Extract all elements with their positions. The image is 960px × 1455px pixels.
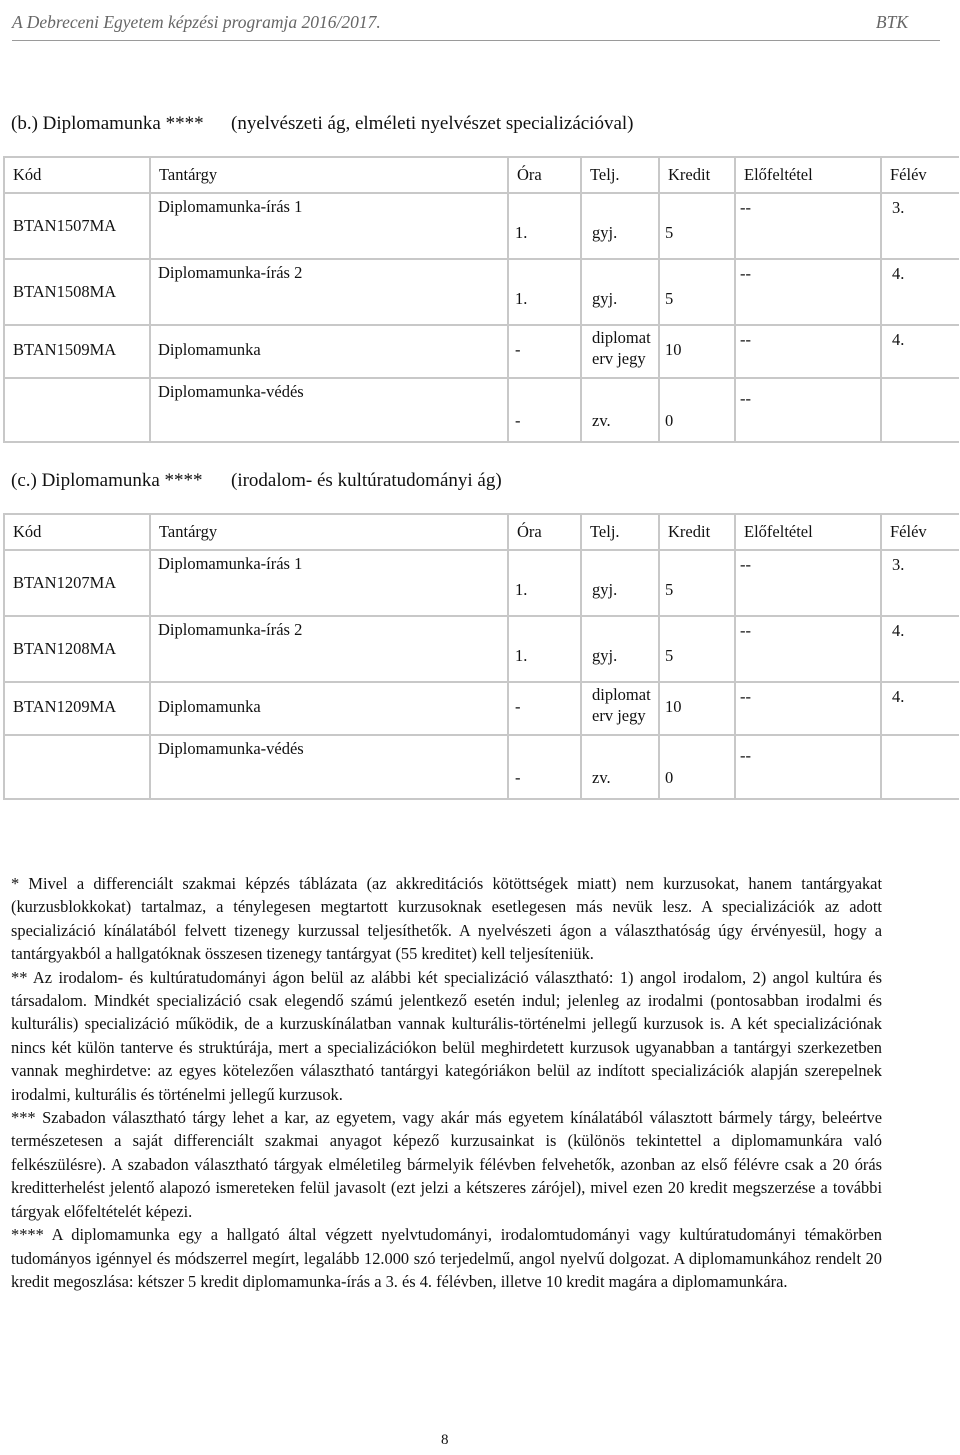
assessment-value: gyj.: [592, 646, 618, 665]
section-heading-rest: (nyelvészeti ág, elméleti nyelvészet specializációval): [231, 113, 634, 134]
cell-inner: [509, 736, 580, 798]
cell-inner: [660, 326, 734, 377]
semester-cell: [881, 550, 959, 616]
prereq-value: --: [740, 264, 751, 283]
cell-inner: [5, 551, 149, 615]
assessment-line: diplomat: [592, 328, 651, 347]
prereq-value: --: [740, 198, 751, 217]
cell-inner: [660, 683, 734, 734]
footnote: * Mivel a differenciált szakmai képzés táblázata (az akkreditációs kötöttségek miatt) nem kurzusokat, hanem tantárgyakat (kurzusblokkokat) tartalmaz, a ténylegesen megtartott kurzusoknak esetlegesen más nevük lesz. A specializációk az adott specializáció kínálatából felvett tizenegy kurzussal teljesíthetők. A nyelvészeti ágon a választhatóság úgy érvényesül, hogy a tantárgyakból a hallgatóknak összesen tizenegy tantárgyat (55 kreditet) kell teljesíteniük.: [11, 874, 882, 964]
col-semester-header: [881, 157, 959, 193]
col-prereq-header-label: Előfeltétel: [744, 522, 813, 541]
section-heading-prefix: (b.) Diplomamunka ****: [11, 113, 204, 134]
credit-value: 5: [665, 289, 674, 308]
subject-cell: [150, 682, 508, 735]
table-row: [4, 325, 959, 378]
subject-cell: [150, 550, 508, 616]
credit-cell: [659, 378, 735, 442]
table-row: [4, 616, 959, 682]
semester-value: 4.: [892, 264, 905, 283]
col-subject-header: [150, 514, 508, 550]
col-subject-header-label: Tantárgy: [159, 165, 218, 184]
credit-cell: [659, 193, 735, 259]
cell-inner: [582, 379, 658, 441]
cell-inner: [509, 326, 580, 377]
col-subject-header: [150, 157, 508, 193]
table-row: [4, 550, 959, 616]
col-code-header-label: Kód: [13, 165, 42, 184]
cell-inner: [5, 194, 149, 258]
cell-inner: [151, 736, 507, 798]
semester-cell: [881, 735, 959, 799]
prereq-cell: [735, 616, 881, 682]
footnote: **** A diplomamunka egy a hallgató által végzett nyelvtudományi, irodalomtudományi vagy kultúratudományi témakörben tudományos igénnyel és módszerrel megírt, legalább 12.000 szó terjedelmű, angol nyelvű dolgozat. A diplomamunkához rendelt 20 kredit megoszlása: kétszer 5 kredit diplomamunka-írás a 3. és 4. félévben, illetve 10 kredit magára a diplomamunkára.: [11, 1225, 882, 1291]
hours-cell: [508, 682, 581, 735]
section-heading: [11, 470, 502, 492]
assessment-line: diplomat: [592, 685, 651, 704]
cell-inner: [582, 736, 658, 798]
code-cell: [4, 682, 150, 735]
prereq-cell: [735, 193, 881, 259]
course-code: BTAN1509MA: [13, 340, 117, 359]
cell-inner: [151, 551, 507, 615]
col-assessment-header-label: Telj.: [590, 522, 620, 541]
prereq-value: --: [740, 330, 751, 349]
prereq-value: --: [740, 389, 751, 408]
subject-cell: [150, 378, 508, 442]
assessment-value: gyj.: [592, 289, 618, 308]
cell-inner: [882, 379, 959, 441]
col-prereq-header: [735, 157, 881, 193]
col-assessment-header-label: Telj.: [590, 165, 620, 184]
hours-value: 1.: [515, 289, 528, 308]
cell-inner: [151, 683, 507, 734]
cell-inner: [882, 617, 959, 681]
hours-cell: [508, 193, 581, 259]
table-row: [4, 378, 959, 442]
semester-cell: [881, 193, 959, 259]
assessment-line: erv jegy: [592, 349, 646, 368]
semester-value: 4.: [892, 621, 905, 640]
cell-inner: [736, 260, 880, 324]
section-heading: [11, 113, 634, 135]
col-hours-header-label: Óra: [517, 165, 542, 184]
table-row: [4, 193, 959, 259]
subject-cell: [150, 325, 508, 378]
hours-value: 1.: [515, 580, 528, 599]
subject-cell: [150, 193, 508, 259]
assessment-cell: [581, 682, 659, 735]
credit-cell: [659, 735, 735, 799]
section-heading-rest: (irodalom- és kultúratudományi ág): [231, 470, 502, 491]
course-code: BTAN1207MA: [13, 573, 117, 592]
code-cell: [4, 259, 150, 325]
code-cell: [4, 616, 150, 682]
course-code: BTAN1208MA: [13, 639, 117, 658]
col-credit-header: [659, 157, 735, 193]
credit-cell: [659, 616, 735, 682]
cell-inner: [5, 326, 149, 377]
assessment-value: zv.: [592, 411, 611, 430]
cell-inner: [736, 617, 880, 681]
code-cell: [4, 193, 150, 259]
cell-inner: [882, 683, 959, 734]
cell-inner: [151, 326, 507, 377]
table-row: [4, 735, 959, 799]
prereq-value: --: [740, 621, 751, 640]
assessment-line: erv jegy: [592, 706, 646, 725]
code-cell: [4, 735, 150, 799]
prereq-value: --: [740, 746, 751, 765]
cell-inner: [151, 194, 507, 258]
assessment-cell: [581, 735, 659, 799]
semester-value: 4.: [892, 330, 905, 349]
hours-cell: [508, 616, 581, 682]
cell-inner: [5, 260, 149, 324]
credit-value: 0: [665, 768, 674, 787]
page-number: 8: [441, 1432, 449, 1448]
subject-name: Diplomamunka-írás 1: [158, 554, 303, 573]
subject-name: Diplomamunka-írás 2: [158, 263, 303, 282]
cell-inner: [509, 379, 580, 441]
subject-cell: [150, 735, 508, 799]
hours-value: 1.: [515, 223, 528, 242]
col-code-header: [4, 157, 150, 193]
cell-inner: [736, 194, 880, 258]
cell-inner: [582, 326, 658, 377]
col-prereq-header-label: Előfeltétel: [744, 165, 813, 184]
prereq-cell: [735, 378, 881, 442]
course-table: [3, 156, 959, 443]
cell-inner: [509, 617, 580, 681]
col-hours-header: [508, 157, 581, 193]
col-credit-header-label: Kredit: [668, 522, 711, 541]
cell-inner: [660, 260, 734, 324]
prereq-value: --: [740, 555, 751, 574]
semester-cell: [881, 259, 959, 325]
assessment-value: zv.: [592, 768, 611, 787]
table-row: [4, 259, 959, 325]
col-semester-header: [881, 514, 959, 550]
hours-cell: [508, 550, 581, 616]
code-cell: [4, 325, 150, 378]
cell-inner: [736, 326, 880, 377]
col-assessment-header: [581, 157, 659, 193]
col-hours-header-label: Óra: [517, 522, 542, 541]
semester-value: 4.: [892, 687, 905, 706]
credit-cell: [659, 682, 735, 735]
assessment-cell: [581, 550, 659, 616]
prereq-value: --: [740, 687, 751, 706]
cell-inner: [582, 260, 658, 324]
cell-inner: [582, 683, 658, 734]
semester-cell: [881, 378, 959, 442]
code-cell: [4, 550, 150, 616]
assessment-cell: [581, 325, 659, 378]
cell-inner: [882, 551, 959, 615]
assessment-cell: [581, 378, 659, 442]
semester-cell: [881, 325, 959, 378]
course-code: BTAN1508MA: [13, 282, 117, 301]
header-title: A Debreceni Egyetem képzési programja 2016/2017.: [12, 12, 381, 32]
hours-cell: [508, 259, 581, 325]
subject-cell: [150, 616, 508, 682]
col-code-header-label: Kód: [13, 522, 42, 541]
cell-inner: [660, 617, 734, 681]
prereq-cell: [735, 550, 881, 616]
cell-inner: [736, 379, 880, 441]
cell-inner: [5, 736, 149, 798]
subject-name: Diplomamunka-védés: [158, 382, 304, 401]
cell-inner: [509, 551, 580, 615]
cell-inner: [509, 194, 580, 258]
footnotes: [11, 872, 882, 1293]
prereq-cell: [735, 682, 881, 735]
col-subject-header-label: Tantárgy: [159, 522, 218, 541]
semester-value: 3.: [892, 198, 905, 217]
course-code: BTAN1507MA: [13, 216, 117, 235]
cell-inner: [509, 683, 580, 734]
credit-cell: [659, 550, 735, 616]
semester-value: 3.: [892, 555, 905, 574]
credit-value: 5: [665, 223, 674, 242]
assessment-value: gyj.: [592, 580, 618, 599]
table-header-row: [4, 157, 959, 193]
cell-inner: [736, 683, 880, 734]
col-semester-header-label: Félév: [890, 165, 927, 184]
credit-value: 10: [665, 340, 682, 359]
col-credit-header-label: Kredit: [668, 165, 711, 184]
course-code: BTAN1209MA: [13, 697, 117, 716]
hours-cell: [508, 735, 581, 799]
cell-inner: [736, 736, 880, 798]
table-row: [4, 682, 959, 735]
subject-name: Diplomamunka: [158, 697, 261, 716]
col-hours-header: [508, 514, 581, 550]
cell-inner: [582, 617, 658, 681]
prereq-cell: [735, 325, 881, 378]
col-credit-header: [659, 514, 735, 550]
table-header-row: [4, 514, 959, 550]
cell-inner: [5, 617, 149, 681]
cell-inner: [660, 379, 734, 441]
credit-cell: [659, 325, 735, 378]
cell-inner: [660, 551, 734, 615]
semester-cell: [881, 682, 959, 735]
cell-inner: [882, 326, 959, 377]
subject-name: Diplomamunka: [158, 340, 261, 359]
credit-value: 5: [665, 646, 674, 665]
assessment-cell: [581, 193, 659, 259]
cell-inner: [882, 194, 959, 258]
subject-name: Diplomamunka-írás 1: [158, 197, 303, 216]
cell-inner: [5, 683, 149, 734]
assessment-value: gyj.: [592, 223, 618, 242]
hours-value: 1.: [515, 646, 528, 665]
cell-inner: [5, 379, 149, 441]
hours-value: -: [515, 768, 521, 787]
col-prereq-header: [735, 514, 881, 550]
credit-value: 5: [665, 580, 674, 599]
prereq-cell: [735, 259, 881, 325]
footnote: *** Szabadon választható tárgy lehet a kar, az egyetem, vagy akár más egyetem kínálatából választott bármely tárgy, beleértve természetesen a saját differenciált szakmai anyagot képező kurzusainkat is (különös tekintettel a diplomamunkára való felkészülésre). A szabadon választható tárgyak elméletileg bármelyik félévben felvehetők, azonban az első félévre csak a 20 órás kreditterhelést jelentő alapozó ismereteken felül javasolt (ezt jelzi a kétszeres zárójel), mivel ezen 20 kredit megszerzése a további tárgyak előfeltételét képezi.: [11, 1108, 882, 1221]
section-heading-prefix: (c.) Diplomamunka ****: [11, 470, 203, 491]
cell-inner: [151, 379, 507, 441]
cell-inner: [660, 194, 734, 258]
subject-cell: [150, 259, 508, 325]
footnote: ** Az irodalom- és kultúratudományi ágon belül az alábbi két specializáció választható: 1) angol irodalom, 2) angol kultúra és társadalom. Mindkét specializáció csak elegendő számú jelentkező esetén indul; jelenleg az irodalmi (pontosabban irodalmi és kulturális) specializáció működik, de a kurzuskínálatban vannak kulturális-történelmi jellegű kurzusok is. A két specializációnak nincs két külön tanterve és struktúrája, mert a specializációkon belül meghirdetett kurzusok ugyanabban a tantárgyi szerkezetben vannak meghirdetve: az egyes kötelezően választható tantárgyi kategóriákon belül az indított specializációk alapján szerepelnek irodalmi, kulturális és történelmi jellegű kurzusok.: [11, 967, 882, 1104]
col-semester-header-label: Félév: [890, 522, 927, 541]
cell-inner: [151, 260, 507, 324]
hours-value: -: [515, 411, 521, 430]
col-code-header: [4, 514, 150, 550]
running-header: [12, 12, 940, 41]
hours-cell: [508, 378, 581, 442]
cell-inner: [882, 736, 959, 798]
hours-value: -: [515, 340, 521, 359]
credit-value: 10: [665, 697, 682, 716]
semester-cell: [881, 616, 959, 682]
cell-inner: [509, 260, 580, 324]
prereq-cell: [735, 735, 881, 799]
assessment-cell: [581, 616, 659, 682]
course-table: [3, 513, 959, 800]
header-faculty: BTK: [875, 12, 908, 32]
col-assessment-header: [581, 514, 659, 550]
cell-inner: [582, 194, 658, 258]
cell-inner: [882, 260, 959, 324]
cell-inner: [736, 551, 880, 615]
cell-inner: [582, 551, 658, 615]
credit-cell: [659, 259, 735, 325]
code-cell: [4, 378, 150, 442]
cell-inner: [151, 617, 507, 681]
subject-name: Diplomamunka-írás 2: [158, 620, 303, 639]
credit-value: 0: [665, 411, 674, 430]
cell-inner: [660, 736, 734, 798]
hours-cell: [508, 325, 581, 378]
assessment-cell: [581, 259, 659, 325]
subject-name: Diplomamunka-védés: [158, 739, 304, 758]
hours-value: -: [515, 697, 521, 716]
